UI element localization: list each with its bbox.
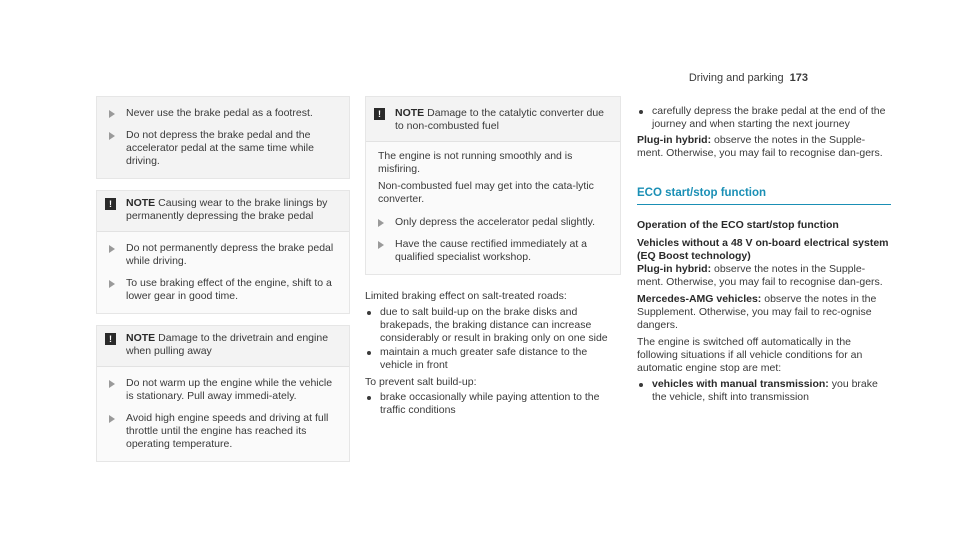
exclamation-icon: ! — [105, 198, 116, 210]
note-paragraph: The engine is not running smoothly and is misfiring. — [378, 150, 573, 175]
step-arrow-icon — [109, 132, 115, 140]
plugin-label: Plug-in hybrid: — [637, 134, 712, 146]
list-item: carefully depress the brake pedal at the end of the journey and when starting the next journey — [637, 105, 891, 131]
instruction-step: Do not depress the brake pedal and the accelerator pedal at the same time while driving. — [97, 129, 341, 168]
manual-label: vehicles with manual transmission: — [652, 378, 829, 390]
note-header — [97, 191, 349, 231]
step-arrow-icon — [109, 245, 115, 253]
instruction-step: To use braking effect of the engine, shift to a lower gear in good time. — [97, 277, 341, 303]
list-item: maintain a much greater safe distance to the vehicle in front — [365, 346, 621, 372]
note-text: Damage to the catalytic converter due to non-combusted fuel — [395, 107, 605, 132]
note-text: Causing wear to the brake linings by permanently depressing the brake pedal — [126, 197, 328, 222]
bullet-icon — [639, 383, 643, 387]
instruction-step: Only depress the accelerator pedal slightly. — [366, 216, 612, 229]
instruction-step: Do not permanently depress the brake pedal while driving. — [97, 242, 341, 268]
step-arrow-icon — [109, 380, 115, 388]
plugin-paragraph: Plug-in hybrid: observe the notes in the Supple-ment. Otherwise, you may fail to recognise dan-gers. — [637, 134, 883, 159]
note-text: Damage to the drivetrain and engine when pulling away — [126, 332, 329, 357]
column-middle — [365, 96, 621, 417]
instruction-step: Have the cause rectified immediately at a qualified specialist workshop. — [366, 238, 612, 264]
note-steps — [97, 366, 349, 461]
section-divider — [637, 204, 891, 205]
page-header — [689, 72, 808, 85]
column-left — [96, 96, 350, 462]
bullet-icon — [367, 311, 371, 315]
instruction-step: Never use the brake pedal as a footrest. — [97, 107, 341, 120]
bullet-icon — [367, 396, 371, 400]
amg-paragraph: Mercedes-AMG vehicles: observe the notes in the Supplement. Otherwise, you may fail to rec-ognise dangers. — [637, 293, 877, 331]
step-arrow-icon — [378, 241, 384, 249]
page-number: 173 — [789, 72, 808, 84]
note-paragraph: Non-combusted fuel may get into the cata-lytic converter. — [378, 180, 594, 205]
column-right — [637, 105, 891, 404]
note-title: NOTE — [126, 197, 156, 209]
salt-intro: Limited braking effect on salt-treated roads: — [365, 290, 567, 302]
list-item: due to salt build-up on the brake disks and brakepads, the braking distance can increase considerably or result in braking only on one side — [365, 306, 621, 345]
note-box — [96, 325, 350, 462]
amg-label: Mercedes-AMG vehicles: — [637, 293, 762, 305]
bullet-icon — [367, 351, 371, 355]
instruction-step: Do not warm up the engine while the vehicle is stationary. Pull away immedi-ately. — [97, 377, 341, 403]
note-box — [365, 96, 621, 275]
bullet-icon — [639, 110, 643, 114]
instruction-step: Avoid high engine speeds and driving at full throttle until the engine has reached its operating temperature. — [97, 412, 341, 451]
note-steps — [97, 231, 349, 313]
section-title: ECO start/stop function — [637, 187, 767, 199]
step-arrow-icon — [109, 110, 115, 118]
note-header — [97, 326, 349, 366]
note-box — [96, 190, 350, 314]
plugin-paragraph: Plug-in hybrid: observe the notes in the Supple-ment. Otherwise, you may fail to recognise dan-gers. — [637, 263, 883, 288]
list-item: brake occasionally while paying attention to the traffic conditions — [365, 391, 621, 417]
exclamation-icon: ! — [105, 333, 116, 345]
operation-title: Operation of the ECO start/stop function — [637, 219, 839, 231]
exclamation-icon: ! — [374, 108, 385, 120]
plugin-label: Plug-in hybrid: — [637, 263, 712, 275]
list-item: vehicles with manual transmission: you brake the vehicle, shift into transmission — [637, 378, 891, 404]
note-title: NOTE — [395, 107, 425, 119]
auto-paragraph: The engine is switched off automatically in the following situations if all vehicle conditions for an automatic engine stop are met: — [637, 336, 863, 374]
vehicle-title: Vehicles without a 48 V on-board electrical system (EQ Boost technology) — [637, 237, 889, 262]
step-arrow-icon — [109, 415, 115, 423]
note-header — [366, 97, 620, 141]
section-name: Driving and parking — [688, 72, 784, 84]
note-title: NOTE — [126, 332, 156, 344]
note-body — [366, 141, 620, 274]
prevent-intro: To prevent salt build-up: — [365, 376, 477, 388]
step-arrow-icon — [109, 280, 115, 288]
instruction-box — [96, 96, 350, 179]
step-arrow-icon — [378, 219, 384, 227]
